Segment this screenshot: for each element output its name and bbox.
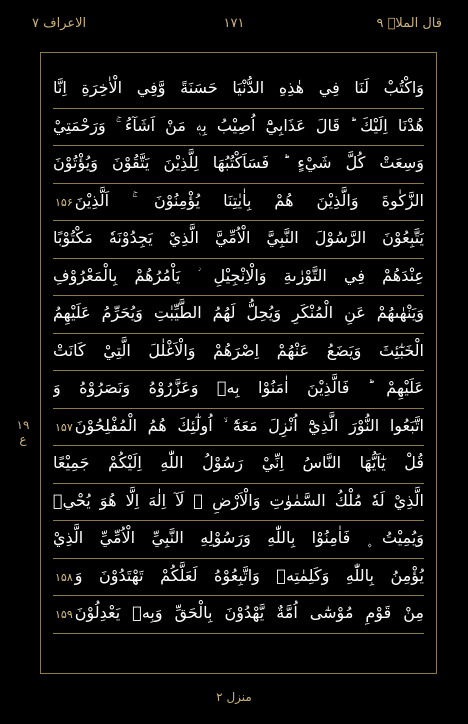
verse-text: وَيُمِيْتُ ۪ فَاٰمِنُوْا بِاللّٰهِ وَرَسُوْلِهِ النَّبِيِّ الْاُمِّيِّ الَّذِيْ bbox=[53, 528, 424, 547]
verse-line bbox=[53, 259, 424, 297]
text-frame bbox=[40, 52, 437, 674]
verse-line bbox=[53, 409, 424, 447]
verse-line bbox=[53, 109, 424, 147]
verse-line bbox=[53, 371, 424, 409]
verse-text: الْخَبٰٓئِثَ وَيَضَعُ عَنْهُمْ اِصْرَهُمْ وَالْاَغْلٰلَ الَّتِيْ كَانَتْ bbox=[53, 340, 424, 360]
verse-line bbox=[53, 446, 424, 484]
verse-line bbox=[53, 146, 424, 184]
verse-line bbox=[53, 484, 424, 522]
verse-text: اتَّبَعُوا النُّوْرَ الَّذِيْٓ اُنْزِلَ مَعَهٗٓ ۙ اُولٰٓئِكَ هُمُ الْمُفْلِحُوْنَ bbox=[74, 415, 424, 435]
verse-text: وَسِعَتْ كُلَّ شَيْءٍ ؕ فَسَاَكْتُبُهَا لِلَّذِيْنَ يَتَّقُوْنَ وَيُؤْتُوْنَ bbox=[53, 153, 424, 172]
verse-line bbox=[53, 596, 424, 634]
verse-text: الزَّكٰوةَ وَالَّذِيْنَ هُمْ بِاٰيٰتِنَا يُؤْمِنُوْنَ ۚ اَلَّذِيْنَ bbox=[74, 190, 424, 210]
verse-line bbox=[53, 296, 424, 334]
ayah-number-marker: ۱۵۶ bbox=[55, 195, 73, 209]
verse-line bbox=[53, 521, 424, 559]
ayah-number-marker: ۱۵۹ bbox=[55, 608, 73, 621]
page-number: ۱۷۱ bbox=[223, 16, 245, 31]
manzil-footer: منزل ۲ bbox=[216, 690, 252, 704]
ruku-marker bbox=[12, 418, 34, 446]
verse-text: قُلْ يٰٓاَيُّهَا النَّاسُ اِنِّيْ رَسُوْلُ اللّٰهِ اِلَيْكُمْ جَمِيْعًا bbox=[53, 453, 424, 472]
verse-text: عَلَيْهِمْ ؕ فَالَّذِيْنَ اٰمَنُوْا بِهٖ وَعَزَّرُوْهُ وَنَصَرُوْهُ وَ bbox=[53, 378, 424, 397]
ruku-number: ۱۹ bbox=[16, 418, 30, 432]
verse-line bbox=[53, 184, 424, 222]
verse-text: هُدْنَا اِلَيْكَ ؕ قَالَ عَذَابِيْٓ اُصِيْبُ بِهٖ مَنْ اَشَآءُ ۚ وَرَحْمَتِيْ bbox=[53, 115, 424, 135]
verse-line bbox=[53, 221, 424, 259]
verse-lines bbox=[53, 71, 424, 665]
verse-text: يَتَّبِعُوْنَ الرَّسُوْلَ النَّبِيَّ الْاُمِّيَّ الَّذِيْ يَجِدُوْنَهٗ مَكْتُوْبًا bbox=[53, 228, 424, 247]
surah-name: الاعراف ۷ bbox=[32, 16, 87, 31]
verse-text: يُؤْمِنُ بِاللّٰهِ وَكَلِمٰتِهٖ وَاتَّبِعُوْهُ لَعَلَّكُمْ تَهْتَدُوْنَ وَ bbox=[74, 565, 424, 585]
verse-text: وَيَنْهٰىهُمْ عَنِ الْمُنْكَرِ وَيُحِلُّ لَهُمُ الطَّيِّبٰتِ وَيُحَرِّمُ عَلَيْهِمُ bbox=[53, 303, 424, 322]
juz-name: قال الملاۤ ۹ bbox=[376, 16, 442, 31]
ruku-letter: ع bbox=[19, 432, 27, 446]
page-header bbox=[0, 0, 468, 44]
ayah-number-marker: ۱۵۸ bbox=[55, 570, 73, 584]
verse-text: مِنْ قَوْمِ مُوْسٰٓى اُمَّةٌ يَّهْدُوْنَ بِالْحَقِّ وَبِهٖ يَعْدِلُوْنَ bbox=[74, 603, 424, 622]
verse-text: عِنْدَهُمْ فِي التَّوْرٰىةِ وَالْاِنْجِيْلِ ؗ يَاْمُرُهُمْ بِالْمَعْرُوْفِ bbox=[53, 265, 424, 285]
ayah-number-marker: ۱۵۷ bbox=[55, 420, 73, 434]
verse-text: وَاكْتُبْ لَنَا فِي هٰذِهِ الدُّنْيَا حَسَنَةً وَّفِي الْاٰخِرَةِ اِنَّا bbox=[53, 78, 424, 97]
verse-line bbox=[53, 559, 424, 597]
verse-line bbox=[53, 334, 424, 372]
verse-line bbox=[53, 71, 424, 109]
verse-text: الَّذِيْ لَهٗ مُلْكُ السَّمٰوٰتِ وَالْاَرْضِ ۚ لَآ اِلٰهَ اِلَّا هُوَ يُحْيٖ bbox=[53, 490, 424, 510]
